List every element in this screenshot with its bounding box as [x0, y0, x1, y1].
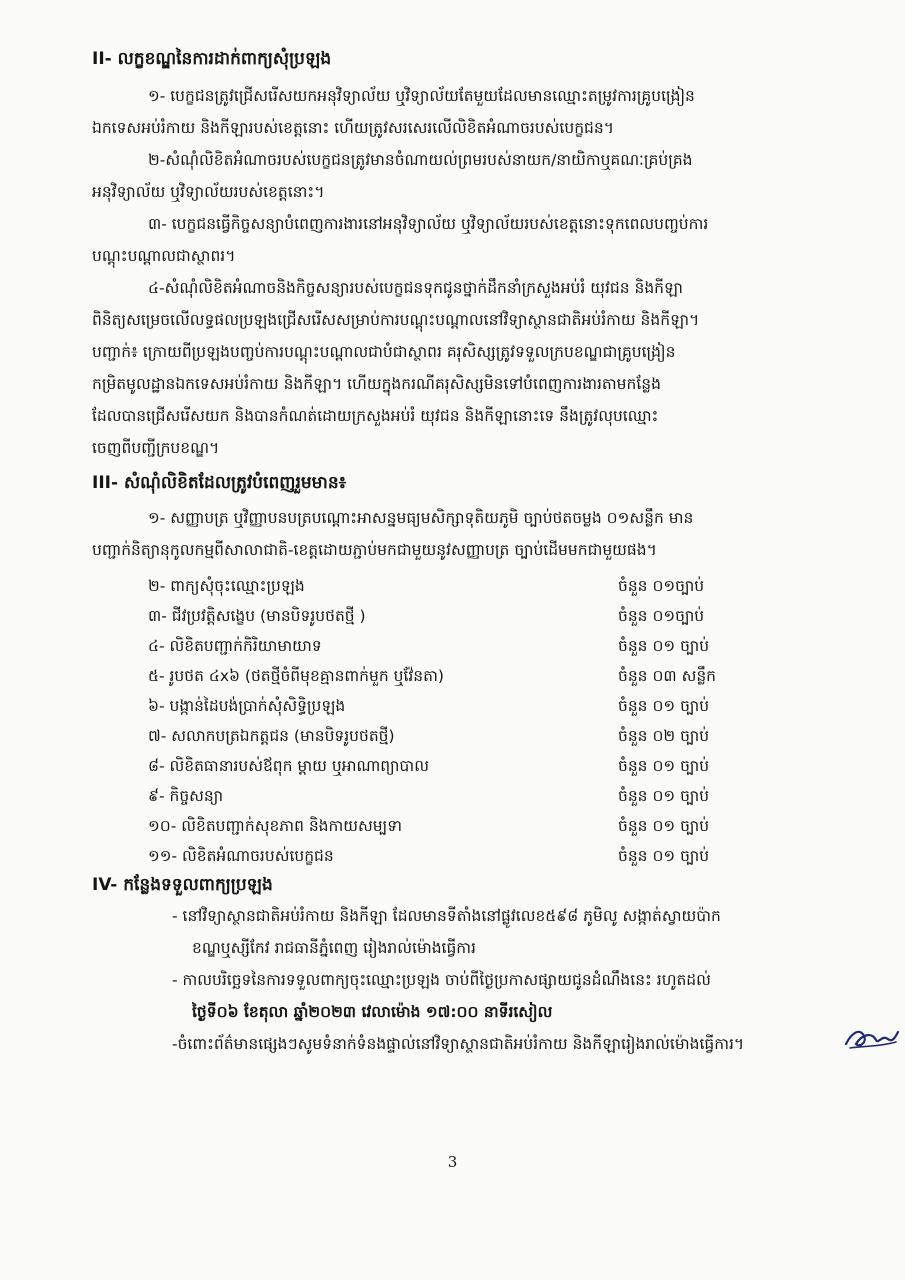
item-name: ១០- លិខិតបញ្ជាក់សុខភាព និងកាយសម្បទា [148, 817, 403, 835]
item-count: ចំនួន ០១ ច្បាប់ [618, 787, 710, 805]
document-list-item [148, 816, 758, 844]
section-2-line: កម្រិតមូលដ្ឋានឯកទេសអប់រំកាយ និងកីឡា។ ហើយក្នុងករណីគរុសិស្សមិនទៅបំពេញការងារតាមកន្លែង [92, 375, 661, 393]
section-4-heading: IV- កន្លែងទទួលពាក្យប្រឡង [92, 875, 273, 895]
item-name: ២- ពាក្យសុំចុះឈ្មោះប្រឡង [148, 577, 305, 595]
item-name: ៥- រូបថត ៤x៦ (ថតថ្មីចំពីមុខគ្មានពាក់មួក ឬវ៉ែនតា) [148, 667, 444, 685]
section-4-deadline: ថ្ងៃទី០៦ ខែតុលា ឆ្នាំ២០២៣ វេលាម៉ោង ១៧:០០ នាទីរសៀល [192, 1003, 553, 1021]
item-name: ៦- បង្កាន់ដៃបង់ប្រាក់សុំសិទ្ធិប្រឡង [148, 697, 346, 715]
item-count: ចំនួន ០១ ច្បាប់ [618, 697, 710, 715]
item-count: ចំនួន ០១ ច្បាប់ [618, 817, 710, 835]
section-4-line: - នៅវិទ្យាស្ថានជាតិអប់រំកាយ និងកីឡា ដែលមានទីតាំងនៅផ្លូវលេខ៥៩៨ ភូមិលូ សង្កាត់ស្វាយប៉ាក [172, 907, 721, 925]
item-count: ចំនួន ០១ ច្បាប់ [618, 757, 710, 775]
section-2-line: ចេញពីបញ្ជីក្របខណ្ឌ។ [92, 439, 220, 457]
document-list-item [148, 666, 758, 694]
section-2-line: បណ្តុះបណ្តាលជាស្ថាពរ។ [92, 247, 236, 265]
item-count: ចំនួន ០១ ច្បាប់ [618, 847, 710, 865]
section-3-heading: III- សំណុំលិខិតដែលត្រូវបំពេញរួមមាន៖ [92, 473, 347, 493]
item-name: ៨- លិខិតធានារបស់ឪពុក ម្តាយ ឬអាណាព្យាបាល [148, 757, 429, 775]
item-count: ចំនួន ០៣ សន្លឹក [618, 667, 717, 685]
section-2-line: អនុវិទ្យាល័យ ឬវិទ្យាល័យរបស់ខេត្តនោះ។ [92, 183, 325, 201]
handwritten-initial-signature [842, 1022, 902, 1056]
document-list-item [148, 636, 758, 664]
section-4-line: - កាលបរិច្ឆេទនៃការទទួលពាក្យចុះឈ្មោះប្រឡង ចាប់ពីថ្ងៃប្រកាសផ្សាយជូនដំណឹងនេះ រហូតដល់ [172, 971, 711, 989]
section-2-line: ឯកទេសអប់រំកាយ និងកីឡារបស់ខេត្តនោះ ហើយត្រូវសរសេរលើលិខិតអំណាចរបស់បេក្ខជន។ [92, 119, 614, 137]
item-name: ៣- ជីវប្រវត្តិសង្ខេប (មានបិទរូបថតថ្មី ) [148, 607, 366, 625]
item-count: ចំនួន ០១ ច្បាប់ [618, 637, 710, 655]
section-3-intro-line: ១- សញ្ញាបត្រ ឬវិញ្ញាបនបត្របណ្តោះអាសន្នមធ្យមសិក្សាទុតិយភូមិ ច្បាប់ថតចម្លង ០១សន្លឹក មាន [148, 509, 694, 527]
section-4-line: -ចំពោះព័ត៌មានផ្សេងៗសូមទំនាក់ទំនងផ្ទាល់នៅវិទ្យាស្ថានជាតិអប់រំកាយ និងកីឡារៀងរាល់ម៉ោងធ្វើការ។ [172, 1035, 745, 1053]
section-2-line: ៣- បេក្ខជនធ្វើកិច្ចសន្យាបំពេញការងារនៅអនុវិទ្យាល័យ ឬវិទ្យាល័យរបស់ខេត្តនោះទុកពេលបញ្ចប់ការ [148, 215, 709, 233]
document-list-item [148, 696, 758, 724]
item-name: ៧- សលាកបត្រឯកត្តជន (មានបិទរូបថតថ្មី) [148, 727, 395, 745]
item-name: ៩- កិច្ចសន្យា [148, 787, 224, 805]
section-2-line: ១- បេក្ខជនត្រូវជ្រើសរើសយកអនុវិទ្យាល័យ ឬវិទ្យាល័យតែមួយដែលមានឈ្មោះតម្រូវការគ្រូបង្រៀន [148, 87, 695, 105]
item-count: ចំនួន ០១ច្បាប់ [618, 607, 705, 625]
section-2-line: ពិនិត្យសម្រេចលើលទ្ធផលប្រឡងជ្រើសរើសសម្រាប់ការបណ្តុះបណ្តាលនៅវិទ្យាស្ថានជាតិអប់រំកាយ និងកីឡា។ [92, 311, 700, 329]
document-list-item [148, 726, 758, 754]
item-name: ១១- លិខិតអំណាចរបស់បេក្ខជន [148, 847, 334, 865]
document-list-item [148, 606, 758, 634]
section-3-intro-line: បញ្ជាក់និត្យានុកូលកម្មពីសាលាជាតិ-ខេត្តដោយភ្ជាប់មកជាមួយនូវសញ្ញាបត្រ ច្បាប់ដើមមកជាមួយផង។ [92, 541, 657, 559]
section-2-line: ដែលបានជ្រើសរើសយក និងបានកំណត់ដោយក្រសួងអប់រំ យុវជន និងកីឡានោះទេ នឹងត្រូវលុបឈ្មោះ [92, 407, 659, 425]
document-list-item [148, 756, 758, 784]
item-name: ៤- លិខិតបញ្ជាក់កិរិយាមាយាទ [148, 637, 322, 655]
section-2-line: ៤-សំណុំលិខិតអំណាចនិងកិច្ចសន្យារបស់បេក្ខជនទុកជូនថ្នាក់ដឹកនាំក្រសួងអប់រំ យុវជន និងកីឡា [148, 279, 683, 297]
section-2-heading: II- លក្ខខណ្ឌនៃការដាក់ពាក្យសុំប្រឡង [92, 49, 332, 69]
section-4-line: ខណ្ឌឬស្សីកែវ រាជធានីភ្នំពេញ រៀងរាល់ម៉ោងធ្វើការ [192, 939, 476, 957]
document-list-item [148, 846, 758, 874]
item-count: ចំនួន ០១ច្បាប់ [618, 577, 705, 595]
document-list-item [148, 786, 758, 814]
document-list-item [148, 576, 758, 604]
section-2-line: ២-សំណុំលិខិតអំណាចរបស់បេក្ខជនត្រូវមានចំណាយល់ព្រមរបស់នាយក/នាយិកាឬគណៈគ្រប់គ្រង [148, 151, 693, 169]
page-number: 3 [447, 1153, 458, 1171]
section-2-note: បញ្ជាក់៖ ក្រោយពីប្រឡងបញ្ចប់ការបណ្តុះបណ្តាលជាបំជាស្ថាពរ គរុសិស្សត្រូវទទួលក្របខណ្ឌជាគ្រូបង្រៀន [92, 343, 676, 361]
item-count: ចំនួន ០២ ច្បាប់ [618, 727, 710, 745]
